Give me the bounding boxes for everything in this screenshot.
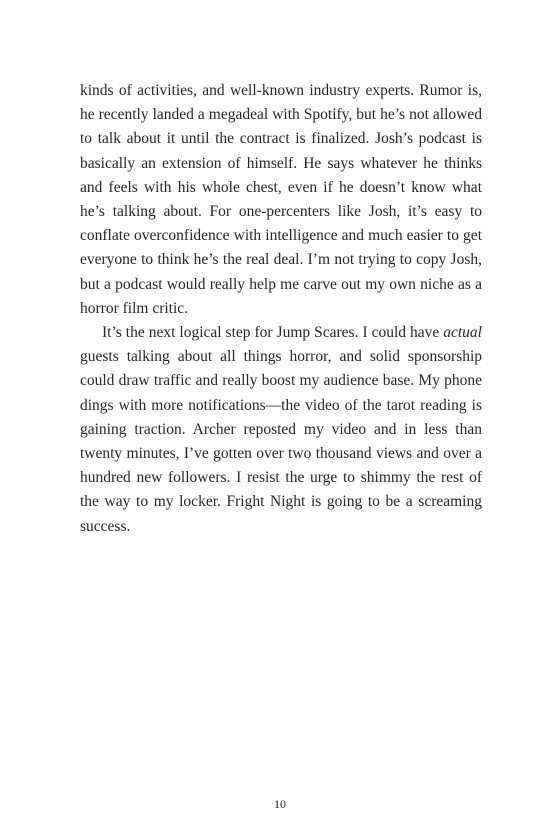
page-number: 10 [274,797,286,811]
paragraph-1-text: kinds of activities, and well-known industry experts. Rumor is, he recently landed a megadeal with Spotify, but he’s not allowed to talk about it until the contract is finalized. Josh’s podcast is basically an extension of himself. He says whatever he thinks and feels with his whole chest, even if he doesn’t know what he’s talking about. For one-percenters like Josh, it’s easy to conflate overconfidence with intelligence and much easier to get everyone to think he’s the real deal. I’m not trying to copy Josh, but a podcast would really help me carve out my own niche as a horror film critic. [80,82,482,317]
paragraph-2 [80,321,482,539]
body-text [80,79,482,539]
paragraph-1 [80,79,482,321]
paragraph-2-text-start: It’s the next logical step for Jump Scares. I could have [102,324,444,342]
emphasized-word-actual: actual [443,324,482,342]
paragraph-2-text-end: guests talking about all things horror, and solid sponsorship could draw traffic and really boost my audience base. My phone dings with more notifications—the video of the tarot reading is gaining traction. Archer reposted my video and in less than twenty minutes, I’ve gotten over two thousand views and over a hundred new followers. I resist the urge to shimmy the rest of the way to my locker. Fright Night is going to be a screaming success. [80,348,482,535]
